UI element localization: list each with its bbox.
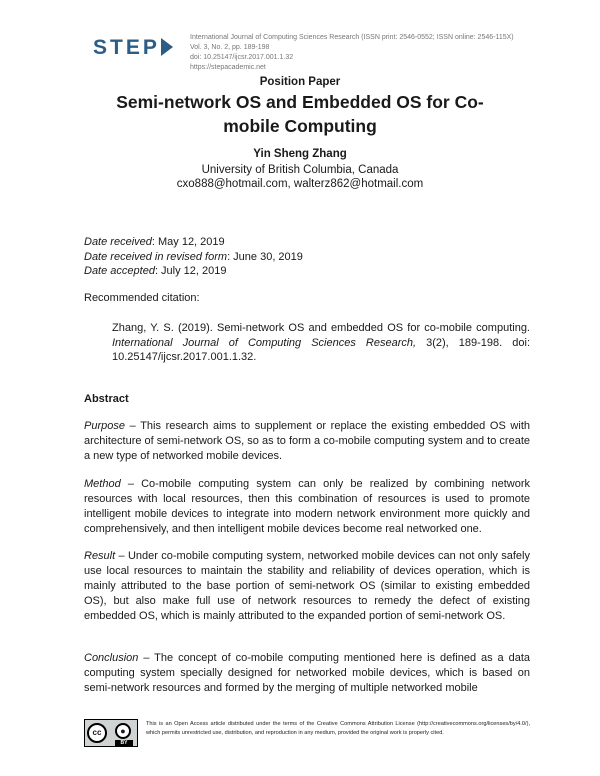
- cc-license-badge[interactable]: [84, 719, 138, 747]
- journal-line: International Journal of Computing Sciences Research (ISSN print: 2546-0552; ISSN online: 2546-115X): [190, 34, 514, 41]
- citation-label: Recommended citation:: [84, 292, 200, 304]
- logo-arrow-icon: [161, 38, 173, 56]
- abstract-purpose: Purpose – This research aims to supplement or replace the existing embedded OS with architecture of semi-network OS, so as to form a co-mobile computing system and to create a new type of networked mobile devices.: [84, 420, 530, 462]
- attribution-person-icon: ●: [115, 723, 131, 739]
- journal-logo: STEP: [93, 36, 173, 60]
- cc-icon: cc: [87, 723, 107, 743]
- abstract-conclusion: Conclusion – The concept of co-mobile computing mentioned here is defined as a data computing system specially designed for networked mobile devices, which is based on semi-network resources and formed by the merging of multiple networked mobile: [84, 652, 530, 694]
- journal-info: [190, 33, 514, 73]
- citation-text: Zhang, Y. S. (2019). Semi-network OS and embedded OS for co-mobile computing. International Journal of Computing Sciences Research, 3(2), 189-198. doi: 10.25147/ijcsr.2017.001.1.32.: [112, 322, 530, 363]
- author-name: Yin Sheng Zhang: [253, 148, 347, 160]
- doi-line[interactable]: doi: 10.25147/ijcsr.2017.001.1.32: [190, 54, 294, 61]
- license-text: This is an Open Access article distributed under the terms of the Creative Commons Attribution License (http://creativecommons.org/licenses/by/4.0/), which permits unrestricted use, distribution, and reproduction in any medium, provided the original work is properly cited.: [146, 721, 530, 736]
- dates-block: [84, 235, 303, 279]
- paper-title: Semi-network OS and Embedded OS for Co-mobile Computing: [116, 92, 484, 136]
- volume-line: Vol. 3, No. 2, pp. 189-198: [190, 44, 270, 51]
- date-revised: Date received in revised form: June 30, 2019: [84, 250, 303, 263]
- author-affiliation: University of British Columbia, Canada: [201, 164, 399, 176]
- url-line[interactable]: https://stepacademic.net: [190, 64, 266, 71]
- by-label: BY: [115, 740, 133, 746]
- date-received: Date received: May 12, 2019: [84, 236, 225, 248]
- author-emails[interactable]: cxo888@hotmail.com, walterz862@hotmail.com: [176, 178, 424, 190]
- abstract-result: Result – Under co-mobile computing system, networked mobile devices can not only safely use local resources to maintain the stability and reliability of devices operation, which is mainly attributed to the base portion of semi-network OS (similar to existing embedded OS), but also make full use of network resources to remedy the defect of existing embedded OS, which is mainly attributed to the expanded portion of semi-network OS.: [84, 550, 530, 622]
- abstract-heading: Abstract: [84, 393, 129, 405]
- abstract-method: Method – Co-mobile computing system can only be realized by combining network resources with local resources, then this combination of resources is used to promote intelligent mobile devices to integrate into modern network environment more quickly and comprehensively, and then intelligent mobile devices become real networked one.: [84, 478, 530, 535]
- date-accepted: Date accepted: July 12, 2019: [84, 265, 227, 277]
- paper-kind: Position Paper: [259, 76, 341, 88]
